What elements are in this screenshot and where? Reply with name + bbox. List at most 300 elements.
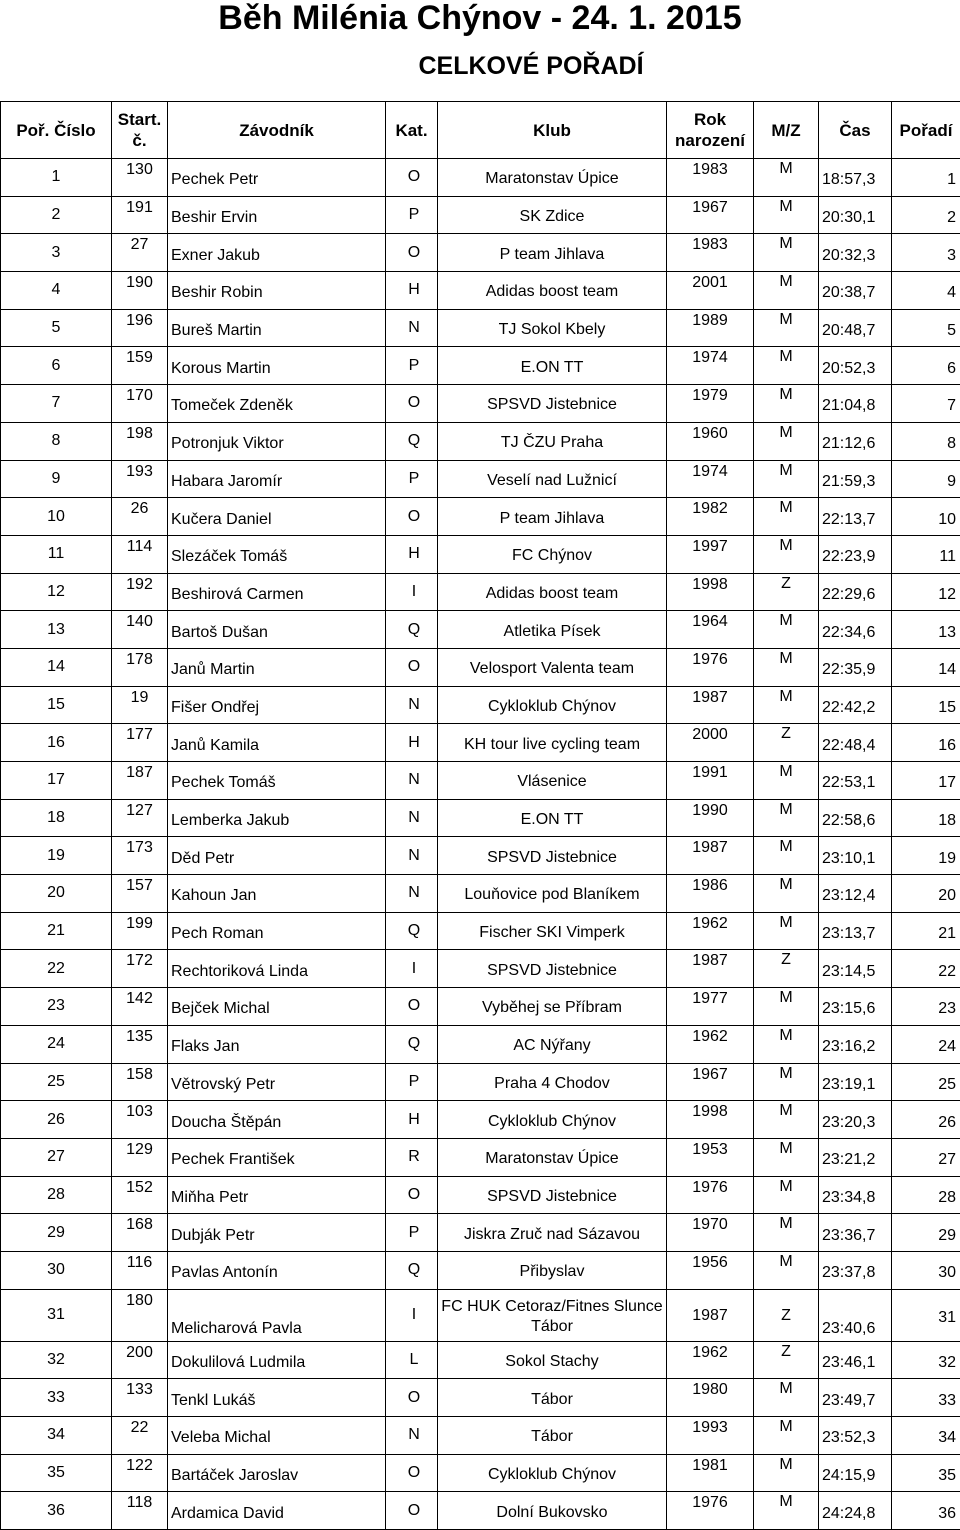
time-cell: 23:37,8 bbox=[819, 1251, 892, 1289]
category-cell: O bbox=[386, 988, 438, 1026]
table-row bbox=[1, 1025, 960, 1063]
start-number-cell: 168 bbox=[112, 1214, 168, 1252]
club-cell: TJ Sokol Kbely bbox=[438, 309, 667, 347]
runner-name-cell: Veleba Michal bbox=[168, 1417, 386, 1455]
time-cell: 23:52,3 bbox=[819, 1417, 892, 1455]
position-cell: 29 bbox=[1, 1214, 112, 1252]
start-number-cell: 103 bbox=[112, 1101, 168, 1139]
rank-cell: 5 bbox=[892, 309, 960, 347]
runner-name-cell: Bureš Martin bbox=[168, 309, 386, 347]
rank-cell: 15 bbox=[892, 686, 960, 724]
club-cell: E.ON TT bbox=[438, 799, 667, 837]
club-cell: SPSVD Jistebnice bbox=[438, 1176, 667, 1214]
time-cell: 23:34,8 bbox=[819, 1176, 892, 1214]
time-cell: 22:13,7 bbox=[819, 498, 892, 536]
birth-year-cell: 1977 bbox=[667, 988, 754, 1026]
start-number-cell: 190 bbox=[112, 272, 168, 310]
category-cell: L bbox=[386, 1341, 438, 1379]
birth-year-cell: 1956 bbox=[667, 1251, 754, 1289]
position-cell: 1 bbox=[1, 159, 112, 197]
category-cell: H bbox=[386, 535, 438, 573]
position-cell: 26 bbox=[1, 1101, 112, 1139]
position-cell: 24 bbox=[1, 1025, 112, 1063]
gender-cell: M bbox=[754, 1176, 819, 1214]
table-row bbox=[1, 724, 960, 762]
table-row bbox=[1, 234, 960, 272]
position-cell: 9 bbox=[1, 460, 112, 498]
rank-cell: 31 bbox=[892, 1289, 960, 1341]
time-cell: 23:14,5 bbox=[819, 950, 892, 988]
start-number-cell: 200 bbox=[112, 1341, 168, 1379]
club-cell: Cykloklub Chýnov bbox=[438, 686, 667, 724]
gender-cell: M bbox=[754, 1492, 819, 1530]
gender-cell: Z bbox=[754, 724, 819, 762]
rank-cell: 27 bbox=[892, 1138, 960, 1176]
category-cell: Q bbox=[386, 912, 438, 950]
table-row bbox=[1, 347, 960, 385]
category-cell: O bbox=[386, 1492, 438, 1530]
rank-cell: 28 bbox=[892, 1176, 960, 1214]
club-cell: Adidas boost team bbox=[438, 272, 667, 310]
rank-cell: 9 bbox=[892, 460, 960, 498]
time-cell: 23:15,6 bbox=[819, 988, 892, 1026]
time-cell: 23:16,2 bbox=[819, 1025, 892, 1063]
table-row bbox=[1, 611, 960, 649]
runner-name-cell: Flaks Jan bbox=[168, 1025, 386, 1063]
rank-cell: 36 bbox=[892, 1492, 960, 1530]
position-cell: 35 bbox=[1, 1454, 112, 1492]
rank-cell: 32 bbox=[892, 1341, 960, 1379]
birth-year-cell: 1953 bbox=[667, 1138, 754, 1176]
time-cell: 22:35,9 bbox=[819, 648, 892, 686]
time-cell: 20:32,3 bbox=[819, 234, 892, 272]
club-cell: P team Jihlava bbox=[438, 234, 667, 272]
start-number-cell: 142 bbox=[112, 988, 168, 1026]
gender-cell: M bbox=[754, 1417, 819, 1455]
birth-year-cell: 1989 bbox=[667, 309, 754, 347]
club-cell: SK Zdice bbox=[438, 196, 667, 234]
table-row bbox=[1, 1063, 960, 1101]
table-row bbox=[1, 422, 960, 460]
rank-cell: 26 bbox=[892, 1101, 960, 1139]
start-number-cell: 122 bbox=[112, 1454, 168, 1492]
club-cell: Dolní Bukovsko bbox=[438, 1492, 667, 1530]
gender-cell: Z bbox=[754, 950, 819, 988]
rank-cell: 16 bbox=[892, 724, 960, 762]
rank-cell: 22 bbox=[892, 950, 960, 988]
club-cell: FC HUK Cetoraz/Fitnes Slunce Tábor bbox=[438, 1289, 667, 1341]
time-cell: 21:59,3 bbox=[819, 460, 892, 498]
category-cell: I bbox=[386, 1289, 438, 1341]
category-cell: P bbox=[386, 347, 438, 385]
category-cell: Q bbox=[386, 1025, 438, 1063]
birth-year-cell: 1987 bbox=[667, 686, 754, 724]
position-cell: 5 bbox=[1, 309, 112, 347]
table-row bbox=[1, 159, 960, 197]
table-row bbox=[1, 460, 960, 498]
birth-year-cell: 1981 bbox=[667, 1454, 754, 1492]
gender-cell: M bbox=[754, 1138, 819, 1176]
start-number-cell: 26 bbox=[112, 498, 168, 536]
time-cell: 23:10,1 bbox=[819, 837, 892, 875]
table-row bbox=[1, 272, 960, 310]
gender-cell: M bbox=[754, 988, 819, 1026]
runner-name-cell: Děd Petr bbox=[168, 837, 386, 875]
club-cell: Cykloklub Chýnov bbox=[438, 1101, 667, 1139]
rank-cell: 13 bbox=[892, 611, 960, 649]
table-row bbox=[1, 573, 960, 611]
start-number-cell: 27 bbox=[112, 234, 168, 272]
start-number-cell: 180 bbox=[112, 1289, 168, 1341]
club-cell: Maratonstav Úpice bbox=[438, 1138, 667, 1176]
rank-cell: 25 bbox=[892, 1063, 960, 1101]
category-cell: I bbox=[386, 573, 438, 611]
rank-cell: 21 bbox=[892, 912, 960, 950]
birth-year-cell: 1983 bbox=[667, 159, 754, 197]
club-cell: Cykloklub Chýnov bbox=[438, 1454, 667, 1492]
header-por-cislo: Poř. Číslo bbox=[1, 102, 112, 159]
club-cell: Jiskra Zruč nad Sázavou bbox=[438, 1214, 667, 1252]
position-cell: 3 bbox=[1, 234, 112, 272]
start-number-cell: 198 bbox=[112, 422, 168, 460]
time-cell: 22:53,1 bbox=[819, 762, 892, 800]
time-cell: 23:49,7 bbox=[819, 1379, 892, 1417]
start-number-cell: 152 bbox=[112, 1176, 168, 1214]
club-cell: SPSVD Jistebnice bbox=[438, 385, 667, 423]
table-row bbox=[1, 875, 960, 913]
runner-name-cell: Fišer Ondřej bbox=[168, 686, 386, 724]
position-cell: 7 bbox=[1, 385, 112, 423]
category-cell: H bbox=[386, 272, 438, 310]
gender-cell: M bbox=[754, 422, 819, 460]
gender-cell: Z bbox=[754, 573, 819, 611]
birth-year-cell: 1962 bbox=[667, 1025, 754, 1063]
table-row bbox=[1, 950, 960, 988]
category-cell: P bbox=[386, 460, 438, 498]
gender-cell: M bbox=[754, 1454, 819, 1492]
position-cell: 10 bbox=[1, 498, 112, 536]
club-cell: E.ON TT bbox=[438, 347, 667, 385]
runner-name-cell: Dokulilová Ludmila bbox=[168, 1341, 386, 1379]
runner-name-cell: Beshir Ervin bbox=[168, 196, 386, 234]
category-cell: Q bbox=[386, 611, 438, 649]
time-cell: 21:12,6 bbox=[819, 422, 892, 460]
gender-cell: M bbox=[754, 1101, 819, 1139]
runner-name-cell: Janů Martin bbox=[168, 648, 386, 686]
gender-cell: M bbox=[754, 385, 819, 423]
birth-year-cell: 1964 bbox=[667, 611, 754, 649]
table-row bbox=[1, 535, 960, 573]
position-cell: 2 bbox=[1, 196, 112, 234]
table-row bbox=[1, 1176, 960, 1214]
runner-name-cell: Bartoš Dušan bbox=[168, 611, 386, 649]
rank-cell: 3 bbox=[892, 234, 960, 272]
club-cell: Veselí nad Lužnicí bbox=[438, 460, 667, 498]
rank-cell: 11 bbox=[892, 535, 960, 573]
gender-cell: M bbox=[754, 234, 819, 272]
time-cell: 20:48,7 bbox=[819, 309, 892, 347]
table-row bbox=[1, 498, 960, 536]
category-cell: N bbox=[386, 837, 438, 875]
start-number-cell: 19 bbox=[112, 686, 168, 724]
table-row bbox=[1, 1379, 960, 1417]
start-number-cell: 114 bbox=[112, 535, 168, 573]
runner-name-cell: Tenkl Lukáš bbox=[168, 1379, 386, 1417]
position-cell: 22 bbox=[1, 950, 112, 988]
rank-cell: 19 bbox=[892, 837, 960, 875]
gender-cell: M bbox=[754, 1025, 819, 1063]
gender-cell: M bbox=[754, 912, 819, 950]
club-cell: Sokol Stachy bbox=[438, 1341, 667, 1379]
club-cell: TJ ČZU Praha bbox=[438, 422, 667, 460]
gender-cell: M bbox=[754, 686, 819, 724]
rank-cell: 7 bbox=[892, 385, 960, 423]
position-cell: 13 bbox=[1, 611, 112, 649]
runner-name-cell: Kučera Daniel bbox=[168, 498, 386, 536]
gender-cell: M bbox=[754, 196, 819, 234]
table-row bbox=[1, 648, 960, 686]
runner-name-cell: Tomeček Zdeněk bbox=[168, 385, 386, 423]
time-cell: 20:30,1 bbox=[819, 196, 892, 234]
position-cell: 18 bbox=[1, 799, 112, 837]
gender-cell: M bbox=[754, 159, 819, 197]
rank-cell: 12 bbox=[892, 573, 960, 611]
table-row bbox=[1, 988, 960, 1026]
runner-name-cell: Doucha Štěpán bbox=[168, 1101, 386, 1139]
time-cell: 22:23,9 bbox=[819, 535, 892, 573]
birth-year-cell: 1976 bbox=[667, 1492, 754, 1530]
birth-year-cell: 1998 bbox=[667, 1101, 754, 1139]
rank-cell: 8 bbox=[892, 422, 960, 460]
time-cell: 23:46,1 bbox=[819, 1341, 892, 1379]
category-cell: O bbox=[386, 385, 438, 423]
table-header-row bbox=[1, 102, 960, 159]
table-row bbox=[1, 196, 960, 234]
birth-year-cell: 1987 bbox=[667, 1289, 754, 1341]
club-cell: Fischer SKI Vimperk bbox=[438, 912, 667, 950]
category-cell: Q bbox=[386, 1251, 438, 1289]
start-number-cell: 178 bbox=[112, 648, 168, 686]
start-number-cell: 118 bbox=[112, 1492, 168, 1530]
runner-name-cell: Kahoun Jan bbox=[168, 875, 386, 913]
gender-cell: M bbox=[754, 875, 819, 913]
birth-year-cell: 1962 bbox=[667, 1341, 754, 1379]
category-cell: N bbox=[386, 875, 438, 913]
header-rok-narozeni: Rok narození bbox=[667, 102, 754, 159]
club-cell: Praha 4 Chodov bbox=[438, 1063, 667, 1101]
club-cell: Tábor bbox=[438, 1417, 667, 1455]
rank-cell: 6 bbox=[892, 347, 960, 385]
category-cell: I bbox=[386, 950, 438, 988]
runner-name-cell: Lemberka Jakub bbox=[168, 799, 386, 837]
position-cell: 12 bbox=[1, 573, 112, 611]
start-number-cell: 191 bbox=[112, 196, 168, 234]
birth-year-cell: 1998 bbox=[667, 573, 754, 611]
rank-cell: 1 bbox=[892, 159, 960, 197]
start-number-cell: 172 bbox=[112, 950, 168, 988]
table-row bbox=[1, 762, 960, 800]
rank-cell: 17 bbox=[892, 762, 960, 800]
category-cell: O bbox=[386, 1454, 438, 1492]
club-cell: Tábor bbox=[438, 1379, 667, 1417]
header-klub: Klub bbox=[438, 102, 667, 159]
position-cell: 32 bbox=[1, 1341, 112, 1379]
start-number-cell: 173 bbox=[112, 837, 168, 875]
runner-name-cell: Exner Jakub bbox=[168, 234, 386, 272]
category-cell: O bbox=[386, 234, 438, 272]
time-cell: 23:19,1 bbox=[819, 1063, 892, 1101]
table-row bbox=[1, 837, 960, 875]
position-cell: 28 bbox=[1, 1176, 112, 1214]
gender-cell: M bbox=[754, 648, 819, 686]
table-row bbox=[1, 1492, 960, 1530]
rank-cell: 29 bbox=[892, 1214, 960, 1252]
gender-cell: M bbox=[754, 799, 819, 837]
position-cell: 36 bbox=[1, 1492, 112, 1530]
header-cas: Čas bbox=[819, 102, 892, 159]
category-cell: Q bbox=[386, 422, 438, 460]
table-row bbox=[1, 309, 960, 347]
gender-cell: Z bbox=[754, 1341, 819, 1379]
birth-year-cell: 2001 bbox=[667, 272, 754, 310]
start-number-cell: 170 bbox=[112, 385, 168, 423]
gender-cell: Z bbox=[754, 1289, 819, 1341]
rank-cell: 33 bbox=[892, 1379, 960, 1417]
table-row bbox=[1, 1214, 960, 1252]
time-cell: 24:24,8 bbox=[819, 1492, 892, 1530]
header-start-c: Start. č. bbox=[112, 102, 168, 159]
time-cell: 22:34,6 bbox=[819, 611, 892, 649]
header-mz: M/Z bbox=[754, 102, 819, 159]
category-cell: N bbox=[386, 1417, 438, 1455]
gender-cell: M bbox=[754, 272, 819, 310]
birth-year-cell: 1990 bbox=[667, 799, 754, 837]
position-cell: 20 bbox=[1, 875, 112, 913]
time-cell: 20:38,7 bbox=[819, 272, 892, 310]
club-cell: Velosport Valenta team bbox=[438, 648, 667, 686]
header-poradi: Pořadí bbox=[892, 102, 960, 159]
time-cell: 21:04,8 bbox=[819, 385, 892, 423]
rank-cell: 14 bbox=[892, 648, 960, 686]
position-cell: 30 bbox=[1, 1251, 112, 1289]
runner-name-cell: Beshir Robin bbox=[168, 272, 386, 310]
position-cell: 17 bbox=[1, 762, 112, 800]
page-subtitle: CELKOVÉ POŘADÍ bbox=[0, 48, 960, 84]
gender-cell: M bbox=[754, 535, 819, 573]
position-cell: 33 bbox=[1, 1379, 112, 1417]
rank-cell: 30 bbox=[892, 1251, 960, 1289]
page-title: Běh Milénia Chýnov - 24. 1. 2015 bbox=[0, 0, 960, 40]
rank-cell: 35 bbox=[892, 1454, 960, 1492]
rank-cell: 4 bbox=[892, 272, 960, 310]
category-cell: R bbox=[386, 1138, 438, 1176]
results-table bbox=[0, 101, 960, 1530]
table-row bbox=[1, 1417, 960, 1455]
start-number-cell: 129 bbox=[112, 1138, 168, 1176]
birth-year-cell: 1967 bbox=[667, 1063, 754, 1101]
header-zavodnik: Závodník bbox=[168, 102, 386, 159]
club-cell: KH tour live cycling team bbox=[438, 724, 667, 762]
birth-year-cell: 1991 bbox=[667, 762, 754, 800]
runner-name-cell: Slezáček Tomáš bbox=[168, 535, 386, 573]
position-cell: 4 bbox=[1, 272, 112, 310]
category-cell: O bbox=[386, 498, 438, 536]
position-cell: 19 bbox=[1, 837, 112, 875]
table-row bbox=[1, 1101, 960, 1139]
club-cell: SPSVD Jistebnice bbox=[438, 950, 667, 988]
start-number-cell: 159 bbox=[112, 347, 168, 385]
birth-year-cell: 1976 bbox=[667, 648, 754, 686]
position-cell: 16 bbox=[1, 724, 112, 762]
category-cell: N bbox=[386, 799, 438, 837]
start-number-cell: 116 bbox=[112, 1251, 168, 1289]
club-cell: Maratonstav Úpice bbox=[438, 159, 667, 197]
runner-name-cell: Potronjuk Viktor bbox=[168, 422, 386, 460]
table-row bbox=[1, 1454, 960, 1492]
rank-cell: 2 bbox=[892, 196, 960, 234]
start-number-cell: 157 bbox=[112, 875, 168, 913]
runner-name-cell: Janů Kamila bbox=[168, 724, 386, 762]
runner-name-cell: Melicharová Pavla bbox=[168, 1289, 386, 1341]
time-cell: 18:57,3 bbox=[819, 159, 892, 197]
runner-name-cell: Korous Martin bbox=[168, 347, 386, 385]
birth-year-cell: 1976 bbox=[667, 1176, 754, 1214]
time-cell: 22:42,2 bbox=[819, 686, 892, 724]
birth-year-cell: 1987 bbox=[667, 837, 754, 875]
position-cell: 8 bbox=[1, 422, 112, 460]
time-cell: 23:13,7 bbox=[819, 912, 892, 950]
birth-year-cell: 1982 bbox=[667, 498, 754, 536]
time-cell: 20:52,3 bbox=[819, 347, 892, 385]
gender-cell: M bbox=[754, 498, 819, 536]
club-cell: Přibyslav bbox=[438, 1251, 667, 1289]
gender-cell: M bbox=[754, 1063, 819, 1101]
club-cell: Adidas boost team bbox=[438, 573, 667, 611]
time-cell: 22:58,6 bbox=[819, 799, 892, 837]
time-cell: 23:21,2 bbox=[819, 1138, 892, 1176]
start-number-cell: 193 bbox=[112, 460, 168, 498]
table-row bbox=[1, 1138, 960, 1176]
start-number-cell: 127 bbox=[112, 799, 168, 837]
start-number-cell: 22 bbox=[112, 1417, 168, 1455]
category-cell: P bbox=[386, 196, 438, 234]
time-cell: 22:29,6 bbox=[819, 573, 892, 611]
club-cell: SPSVD Jistebnice bbox=[438, 837, 667, 875]
time-cell: 23:40,6 bbox=[819, 1289, 892, 1341]
category-cell: N bbox=[386, 686, 438, 724]
gender-cell: M bbox=[754, 1214, 819, 1252]
runner-name-cell: Dubják Petr bbox=[168, 1214, 386, 1252]
category-cell: P bbox=[386, 1214, 438, 1252]
start-number-cell: 192 bbox=[112, 573, 168, 611]
category-cell: N bbox=[386, 762, 438, 800]
birth-year-cell: 1987 bbox=[667, 950, 754, 988]
start-number-cell: 135 bbox=[112, 1025, 168, 1063]
table-row bbox=[1, 1289, 960, 1341]
gender-cell: M bbox=[754, 1379, 819, 1417]
position-cell: 25 bbox=[1, 1063, 112, 1101]
rank-cell: 24 bbox=[892, 1025, 960, 1063]
gender-cell: M bbox=[754, 309, 819, 347]
position-cell: 6 bbox=[1, 347, 112, 385]
start-number-cell: 196 bbox=[112, 309, 168, 347]
club-cell: AC Nýřany bbox=[438, 1025, 667, 1063]
category-cell: O bbox=[386, 1379, 438, 1417]
runner-name-cell: Miňha Petr bbox=[168, 1176, 386, 1214]
rank-cell: 34 bbox=[892, 1417, 960, 1455]
birth-year-cell: 1979 bbox=[667, 385, 754, 423]
position-cell: 15 bbox=[1, 686, 112, 724]
